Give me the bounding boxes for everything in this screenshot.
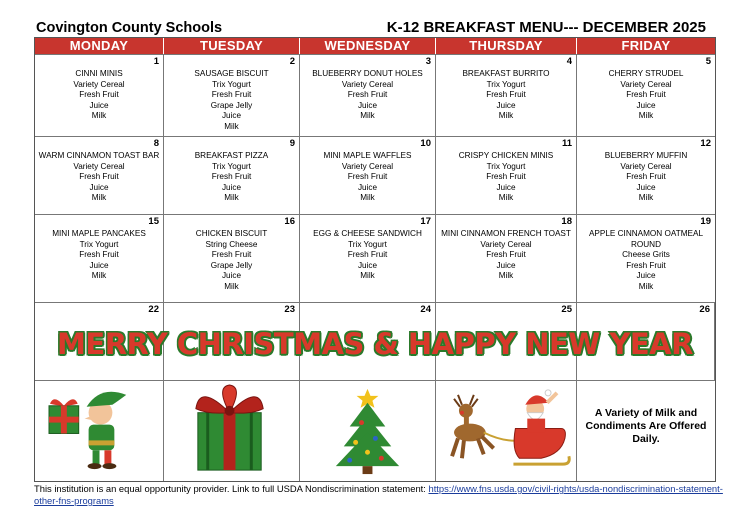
menu-items [436,215,576,282]
day-number: 1 [153,56,159,67]
entree-item: CINNI MINIS [75,69,123,78]
menu-item: Variety Cereal [341,79,394,89]
menu-item: Milk [91,193,107,202]
image-cell [164,381,300,481]
menu-item: Trix Yogurt [79,239,119,249]
entree-item: BLUEBERRY MUFFIN [604,151,688,160]
menu-item: Fresh Fruit [626,90,666,99]
holiday-image-row [35,380,715,481]
image-cell [300,381,436,481]
menu-item: Milk [360,193,375,202]
day-cell [436,55,577,136]
menu-items [35,215,163,282]
menu-item: Juice [496,100,516,110]
menu-item: Trix Yogurt [348,239,387,249]
menu-item: Milk [638,111,654,120]
day-number: 10 [420,138,431,149]
menu-items [577,55,715,122]
entree-item: SAUSAGE BISCUIT [194,69,269,78]
menu-items [300,215,435,282]
menu-items [436,55,576,122]
menu-item: Trix Yogurt [212,79,251,89]
variety-note: A Variety of Milk and Condiments Are Offered Daily. [585,407,707,445]
holiday-banner: MERRY CHRISTMAS & HAPPY NEW YEAR [57,327,693,361]
menu-item: Fresh Fruit [347,90,388,99]
week-row [35,54,715,136]
entree-item: BREAKFAST PIZZA [194,151,269,160]
day-number: 8 [153,138,159,149]
menu-item: Juice [357,182,378,192]
menu-items [577,215,715,292]
entree-item: MINI CINNAMON FRENCH TOAST [441,229,571,238]
image-cell [436,381,577,481]
day-number: 22 [148,304,159,315]
menu-item: String Cheese [205,239,258,249]
entree-item: WARM CINNAMON TOAST BAR [38,151,160,160]
entree-item: CHERRY STRUDEL [608,69,684,78]
menu-item: Milk [360,111,375,120]
nondiscrimination-text: This institution is an equal opportunity provider. Link to full USDA Nondiscrimination statement: [34,483,426,494]
weekday-wednesday: WEDNESDAY [300,38,436,54]
usda-link[interactable]: https://www.fns.usda.gov/civil-rights/usda-nondiscrimination-statement-other-fns-programs [34,483,723,506]
day-cell [436,137,577,214]
day-cell [164,137,300,214]
day-number: 4 [566,56,572,67]
menu-items [300,137,435,204]
day-cell [300,55,436,136]
menu-item: Fresh Fruit [347,250,388,259]
day-number: 12 [700,138,711,149]
menu-item: ROUND [630,239,662,249]
menu-item: Juice [636,100,656,110]
menu-item: Variety Cereal [73,79,125,89]
menu-item: Juice [636,182,656,192]
weekday-thursday: THURSDAY [436,38,577,54]
menu-item: Milk [498,271,514,280]
menu-item: Fresh Fruit [211,250,252,259]
day-number: 5 [705,56,711,67]
day-number: 3 [425,56,431,67]
elf-with-gift-icon [35,381,163,481]
menu-item: Fresh Fruit [347,172,388,181]
menu-item: Variety Cereal [73,161,125,171]
menu-item: Trix Yogurt [486,161,526,171]
menu-item: Variety Cereal [341,161,394,171]
menu-item: Fresh Fruit [211,90,252,99]
footer-statement [34,483,724,507]
week-row [35,214,715,302]
menu-item: Milk [224,121,239,131]
menu-items [300,55,435,122]
calendar-grid [34,37,716,482]
christmas-tree-icon [300,381,435,481]
district-name: Covington County Schools [36,20,223,36]
menu-item: Milk [224,281,239,291]
day-cell [35,137,164,214]
weekday-tuesday: TUESDAY [164,38,300,54]
menu-items [164,215,299,292]
menu-item: Fresh Fruit [486,90,526,99]
menu-items [164,55,299,132]
condiments-note-cell [577,381,715,481]
menu-item: Grape Jelly [210,260,253,270]
holiday-top-row [35,302,715,380]
entree-item: MINI MAPLE PANCAKES [52,229,146,238]
entree-item: BREAKFAST BURRITO [462,69,550,78]
menu-item: Fresh Fruit [626,172,666,181]
menu-item: Fresh Fruit [79,250,119,259]
image-cell [35,381,164,481]
day-cell [164,55,300,136]
day-cell [300,137,436,214]
weekday-monday: MONDAY [35,38,164,54]
entree-item: BLUEBERRY DONUT HOLES [312,69,423,78]
menu-item: Trix Yogurt [486,79,526,89]
day-number: 18 [561,216,572,227]
day-cell [577,55,715,136]
menu-item: Fresh Fruit [79,172,119,181]
day-cell [577,137,715,214]
day-number: 15 [148,216,159,227]
menu-item: Fresh Fruit [79,90,119,99]
day-cell [35,55,164,136]
menu-item: Fresh Fruit [211,172,252,181]
entree-item: MINI MAPLE WAFFLES [323,151,412,160]
weekday-friday: FRIDAY [621,38,671,53]
menu-item: Juice [89,182,109,192]
day-number: 17 [420,216,431,227]
menu-item: Fresh Fruit [486,172,526,181]
wrapped-present-icon [164,381,299,481]
day-number: 25 [561,304,572,315]
menu-item: Milk [91,111,107,120]
day-number: 19 [700,216,711,227]
entree-item: CHICKEN BISCUIT [195,229,268,238]
menu-item: Variety Cereal [620,161,672,171]
menu-item: Milk [91,271,107,280]
santa-sleigh-reindeer-icon [436,381,576,481]
menu-item: Juice [89,260,109,270]
weekday-header-row [35,38,715,54]
day-number: 9 [289,138,295,149]
menu-item: Milk [498,193,514,202]
day-cell [436,215,577,302]
menu-item: Juice [636,271,656,280]
menu-title: K-12 BREAKFAST MENU--- DECEMBER 2025 [386,19,706,36]
day-number: 16 [284,216,295,227]
day-number: 11 [561,138,572,149]
entree-item: EGG & CHEESE SANDWICH [313,229,422,238]
menu-item: Juice [357,260,378,270]
menu-item: Milk [224,193,239,202]
menu-item: Juice [221,182,242,192]
menu-item: Milk [360,271,375,280]
day-number: 26 [699,304,710,315]
menu-items [164,137,299,204]
week-row [35,136,715,214]
menu-item: Grape Jelly [210,100,253,110]
day-cell [35,215,164,302]
day-cell [164,215,300,302]
day-number: 2 [289,56,295,67]
menu-item: Milk [638,193,654,202]
menu-items [436,137,576,204]
menu-item: Fresh Fruit [626,260,666,270]
menu-item: Variety Cereal [620,79,672,89]
menu-item: Fresh Fruit [486,250,526,259]
day-number: 24 [420,304,431,315]
entree-item: CRISPY CHICKEN MINIS [458,151,554,160]
menu-items [35,137,163,204]
menu-item: Trix Yogurt [212,161,251,171]
menu-item: Juice [221,271,242,280]
menu-items [35,55,163,122]
menu-items [577,137,715,204]
menu-item: Cheese Grits [622,250,670,259]
menu-item: Variety Cereal [480,239,532,249]
day-cell [577,215,715,302]
menu-item: Juice [496,260,516,270]
entree-item: APPLE CINNAMON OATMEAL [588,229,704,238]
day-number: 23 [284,304,295,315]
menu-item: Juice [89,100,109,110]
menu-item: Milk [498,111,514,120]
menu-item: Juice [357,100,378,110]
menu-item: Juice [221,111,242,120]
menu-item: Milk [638,281,654,291]
day-cell [300,215,436,302]
menu-item: Juice [496,182,516,192]
